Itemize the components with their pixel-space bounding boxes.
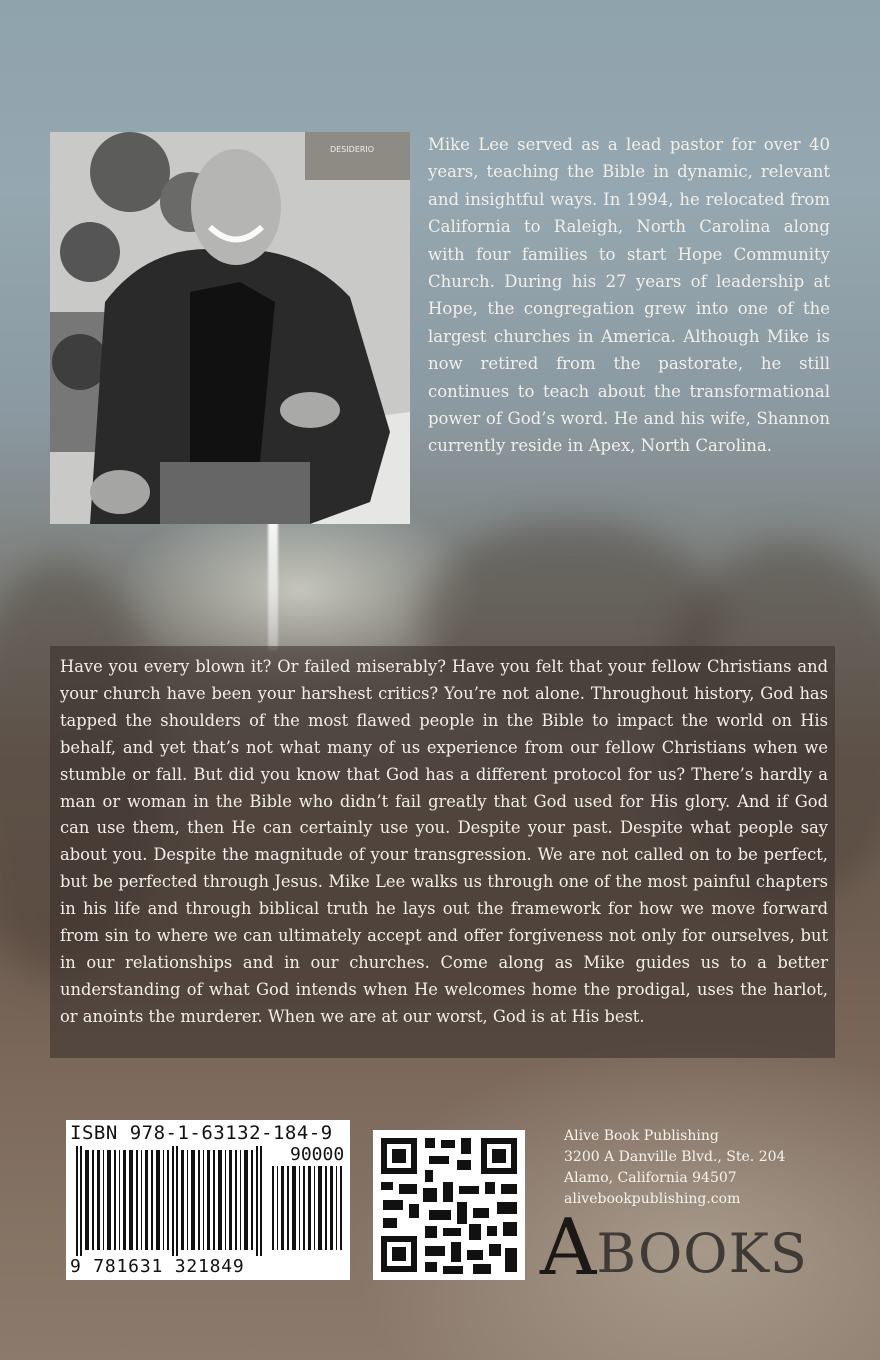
price-code: 90000: [290, 1144, 345, 1165]
publisher-logo: [540, 1203, 808, 1293]
author-bio: Mike Lee served as a lead pastor for over 40 years, teaching the Bible in dynamic, relevant and insightful ways. In 1994, he relocated from California to Raleigh, North Carolina along with four families to start Hope Community Church. During his 27 years of leadership at Hope, the congregation grew into one of the largest churches in America. Although Mike is now retired from the pastorate, he still continues to teach about the transformational power of God’s word. He and his wife, Shannon currently reside in Apex, North Carolina.: [428, 135, 830, 456]
isbn-number: 9 781631 321849: [70, 1256, 245, 1277]
isbn-label: ISBN 978-1-63132-184-9: [70, 1122, 333, 1144]
book-description: Have you every blown it? Or failed miserably? Have you felt that your fellow Christians and your church have been your harshest critics? You’re not alone. Throughout history, God has tapped the shoulders of the most flawed people in the Bible to impact the world on His behalf, and yet that’s not what many of us experience from our fellow Christians when we stumble or fall. But did you know that God has a different protocol for us? There’s hardly a man or woman in the Bible who didn’t fail greatly that God used for His glory. And if God can use them, then He can certainly use you. Despite your past. Despite what people say about you. Despite the magnitude of your transgression. We are not called on to be perfect, but be perfected through Jesus. Mike Lee walks us through one of the most painful chapters in his life and through biblical truth he lays out the framework for how we move forward from sin to where we can ultimately accept and offer forgiveness not only for ourselves, but in our relationships and in our churches. Come along as Mike guides us to a better understanding of what God intends when He welcomes home the prodigal, uses the harlot, or anoints the murderer. When we are at our worst, God is at His best.: [60, 657, 828, 1026]
qr-pattern: [373, 1130, 525, 1280]
publisher-name: Alive Book Publishing: [564, 1128, 719, 1144]
isbn-barcode: [66, 1120, 350, 1280]
publisher-info: [564, 1126, 785, 1210]
light-streak: [268, 520, 278, 650]
logo-initial: A: [540, 1203, 597, 1293]
author-photo: [50, 132, 410, 524]
photo-sign-text: DESIDERIO: [330, 145, 375, 154]
publisher-address-line-2: Alamo, California 94507: [564, 1170, 737, 1186]
publisher-website[interactable]: alivebookpublishing.com: [564, 1191, 741, 1207]
logo-wordmark: BOOKS: [596, 1222, 808, 1285]
qr-code[interactable]: [373, 1130, 525, 1280]
publisher-address-line-1: 3200 A Danville Blvd., Ste. 204: [564, 1149, 786, 1165]
